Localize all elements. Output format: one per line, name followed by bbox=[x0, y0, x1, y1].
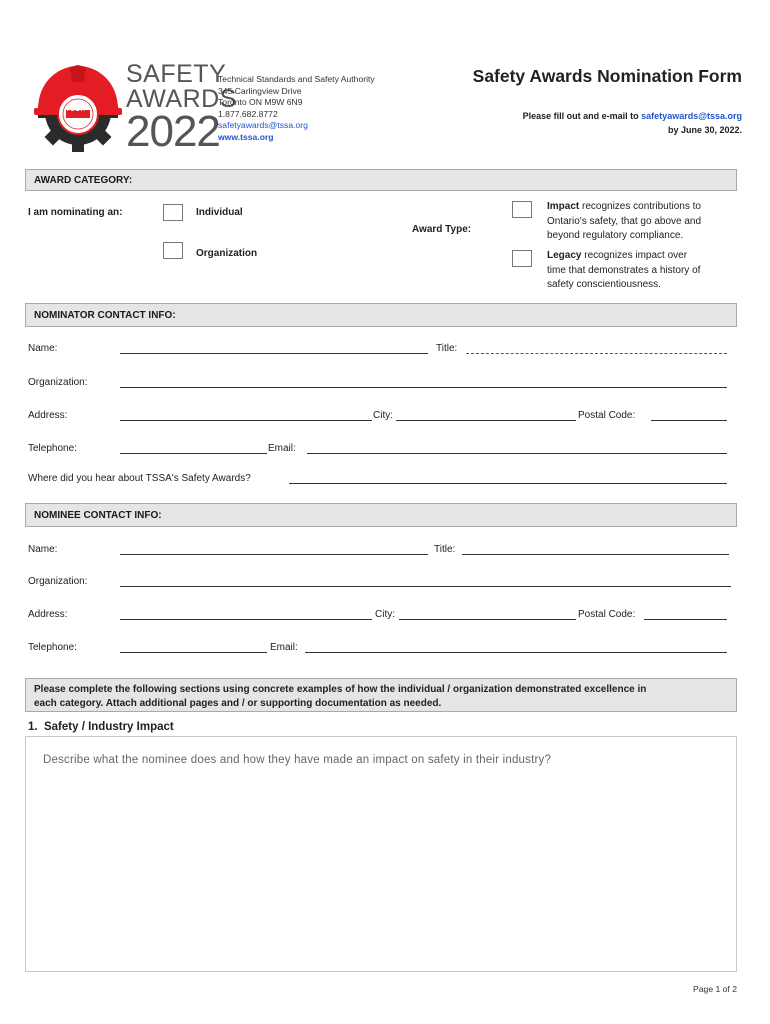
org-phone: 1.877.682.8772 bbox=[218, 108, 278, 119]
nominee-header bbox=[25, 503, 737, 527]
form-title: Safety Awards Nomination Form bbox=[472, 66, 742, 86]
nominee-organization-label: Organization: bbox=[28, 576, 88, 587]
org-website-link[interactable]: www.tssa.org bbox=[218, 131, 274, 142]
nominator-city-label: City: bbox=[373, 410, 393, 421]
nominee-address-label: Address: bbox=[28, 609, 68, 620]
nominator-organization-field[interactable] bbox=[120, 387, 727, 388]
nominator-postal-label: Postal Code: bbox=[578, 410, 636, 421]
nominee-organization-field[interactable] bbox=[120, 586, 731, 587]
emblem-text: TSSA bbox=[66, 107, 87, 113]
nominee-name-field[interactable] bbox=[120, 554, 428, 555]
instr-email-link[interactable]: safetyawards@tssa.org bbox=[641, 111, 742, 121]
nominee-name-label: Name: bbox=[28, 544, 58, 555]
nominee-city-label: City: bbox=[375, 609, 395, 620]
logo-line-safety: SAFETY bbox=[126, 60, 227, 88]
instr-prefix: Please fill out and e-mail to bbox=[522, 111, 642, 121]
nominator-heading: NOMINATOR CONTACT INFO: bbox=[34, 309, 176, 321]
question-1-title bbox=[28, 721, 174, 733]
instructions-line-1: Please complete the following sections using concrete examples of how the individual / organization demonstrated excellence in bbox=[34, 684, 647, 695]
impact-checkbox[interactable] bbox=[512, 201, 532, 218]
nominee-telephone-label: Telephone: bbox=[28, 642, 77, 653]
impact-description bbox=[547, 200, 701, 244]
nominator-address-field[interactable] bbox=[120, 420, 372, 421]
nominator-telephone-field[interactable] bbox=[120, 453, 267, 454]
question-1-number: 1. bbox=[28, 721, 38, 733]
nominee-title-label: Title: bbox=[434, 544, 456, 555]
legacy-desc-line-1: recognizes impact over bbox=[581, 250, 688, 261]
instructions-line-2: each category. Attach additional pages and / or supporting documentation as needed. bbox=[34, 698, 442, 709]
award-category-heading: AWARD CATEGORY: bbox=[34, 174, 133, 186]
organization-info bbox=[218, 74, 375, 144]
instr-deadline: by June 30, 2022. bbox=[667, 125, 742, 135]
organization-checkbox[interactable] bbox=[163, 242, 183, 259]
nominator-header bbox=[25, 303, 737, 327]
submission-instructions bbox=[523, 109, 742, 137]
org-name: Technical Standards and Safety Authority bbox=[218, 74, 375, 84]
org-email-link[interactable]: safetyawards@tssa.org bbox=[218, 120, 308, 131]
nominator-postal-field[interactable] bbox=[651, 420, 727, 421]
nominator-telephone-label: Telephone: bbox=[28, 443, 77, 454]
nominee-heading: NOMINEE CONTACT INFO: bbox=[34, 509, 162, 521]
nominee-title-field[interactable] bbox=[462, 554, 729, 555]
gear-helmet-emblem-icon bbox=[30, 58, 126, 154]
individual-checkbox[interactable] bbox=[163, 204, 183, 221]
nominee-city-field[interactable] bbox=[399, 619, 576, 620]
impact-desc-line-1: recognizes contributions to bbox=[579, 201, 701, 212]
nominating-label: I am nominating an: bbox=[28, 207, 123, 218]
nominee-telephone-field[interactable] bbox=[120, 652, 267, 653]
nominator-email-label: Email: bbox=[268, 443, 296, 454]
nominator-title-field[interactable] bbox=[466, 353, 727, 354]
individual-option-label: Individual bbox=[196, 207, 243, 218]
award-type-label: Award Type: bbox=[412, 224, 472, 235]
org-address-1: 345 Carlingview Drive bbox=[218, 85, 302, 96]
legacy-description bbox=[547, 249, 700, 293]
logo-line-awards: AWARDS bbox=[126, 85, 237, 113]
legacy-desc-line-3: safety conscientiousness. bbox=[547, 279, 661, 291]
hear-about-field[interactable] bbox=[289, 483, 727, 484]
nominee-email-field[interactable] bbox=[305, 652, 727, 653]
completion-instructions bbox=[25, 678, 737, 712]
nominator-address-label: Address: bbox=[28, 410, 68, 421]
nominator-name-field[interactable] bbox=[120, 353, 428, 354]
impact-title: Impact bbox=[547, 201, 580, 212]
legacy-title: Legacy bbox=[547, 250, 582, 261]
organization-option-label: Organization bbox=[196, 248, 258, 259]
nominator-name-label: Name: bbox=[28, 343, 58, 354]
nominator-email-field[interactable] bbox=[307, 453, 727, 454]
impact-desc-line-2: Ontario's safety, that go above and bbox=[547, 215, 702, 227]
nominator-title-label: Title: bbox=[436, 343, 458, 354]
nominator-city-field[interactable] bbox=[396, 420, 576, 421]
safety-awards-logo bbox=[30, 58, 126, 154]
logo-line-year: 2022 bbox=[126, 107, 220, 156]
nominator-organization-label: Organization: bbox=[28, 377, 88, 388]
impact-desc-line-3: beyond regulatory compliance. bbox=[547, 230, 684, 242]
nominee-postal-label: Postal Code: bbox=[578, 609, 636, 620]
nominee-address-field[interactable] bbox=[120, 619, 372, 620]
org-address-2: Toronto ON M9W 6N9 bbox=[218, 97, 303, 108]
nominee-email-label: Email: bbox=[270, 642, 298, 653]
hear-about-label: Where did you hear about TSSA's Safety Awards? bbox=[28, 473, 251, 484]
question-1-answer-box[interactable] bbox=[25, 736, 737, 972]
legacy-checkbox[interactable] bbox=[512, 250, 532, 267]
award-category-header bbox=[25, 169, 737, 191]
question-1-prompt: Describe what the nominee does and how they have made an impact on safety in their industry? bbox=[43, 754, 552, 766]
question-1-heading: Safety / Industry Impact bbox=[43, 721, 174, 733]
legacy-desc-line-2: time that demonstrates a history of bbox=[547, 264, 701, 276]
nominee-postal-field[interactable] bbox=[644, 619, 727, 620]
page-number: Page 1 of 2 bbox=[693, 984, 737, 994]
